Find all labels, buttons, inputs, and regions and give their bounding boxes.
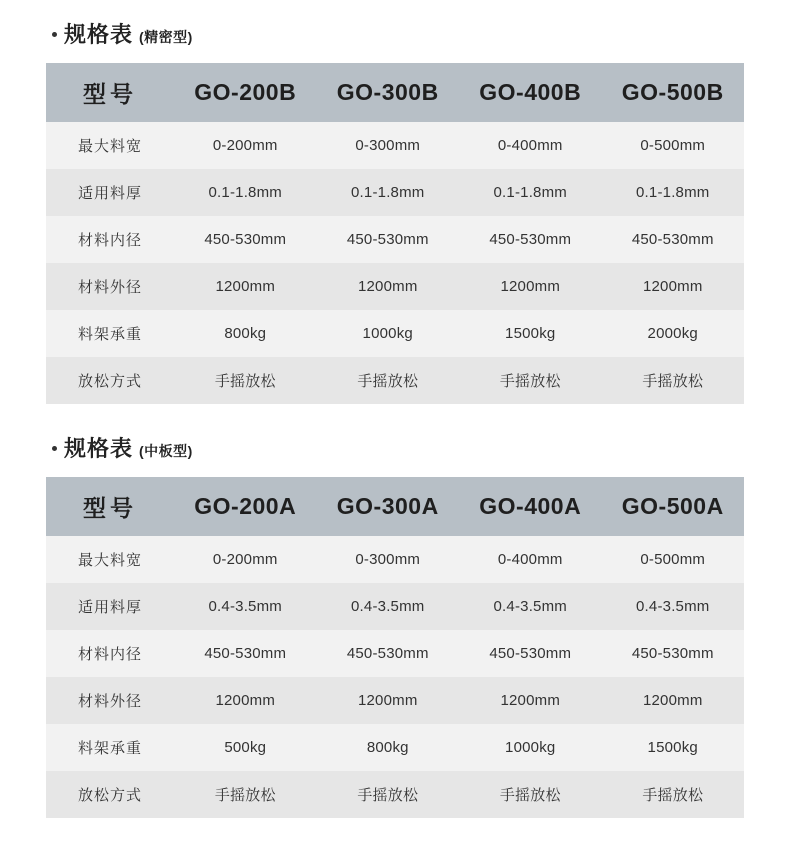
bullet-icon <box>52 32 57 37</box>
column-header-go400a: GO-400A <box>459 477 602 536</box>
table-row <box>46 677 744 724</box>
row-cell: 1000kg <box>459 724 602 771</box>
row-cell: 0.1-1.8mm <box>317 169 460 216</box>
row-cell: 1200mm <box>174 263 317 310</box>
table-body <box>46 536 744 818</box>
column-header-go300b: GO-300B <box>317 63 460 122</box>
row-label: 适用料厚 <box>46 583 174 630</box>
row-label: 最大料宽 <box>46 122 174 169</box>
table-body <box>46 122 744 404</box>
section-subtitle: (精密型) <box>139 29 193 45</box>
row-label: 材料内径 <box>46 630 174 677</box>
row-cell: 手摇放松 <box>174 771 317 818</box>
row-cell: 0-200mm <box>174 122 317 169</box>
row-cell: 450-530mm <box>317 216 460 263</box>
row-cell: 手摇放松 <box>317 771 460 818</box>
row-cell: 450-530mm <box>317 630 460 677</box>
row-cell: 0.4-3.5mm <box>602 583 745 630</box>
spec-section-precision <box>46 18 744 404</box>
row-label: 材料内径 <box>46 216 174 263</box>
row-cell: 0.1-1.8mm <box>602 169 745 216</box>
row-cell: 500kg <box>174 724 317 771</box>
row-cell: 手摇放松 <box>602 357 745 404</box>
row-cell: 2000kg <box>602 310 745 357</box>
bullet-icon <box>52 446 57 451</box>
row-cell: 450-530mm <box>459 216 602 263</box>
row-cell: 0-200mm <box>174 536 317 583</box>
table-row <box>46 583 744 630</box>
column-header-go500b: GO-500B <box>602 63 745 122</box>
column-header-go400b: GO-400B <box>459 63 602 122</box>
column-header-model: 型号 <box>46 63 174 122</box>
section-title: 规格表 <box>64 436 134 461</box>
row-label: 最大料宽 <box>46 536 174 583</box>
row-cell: 1200mm <box>602 677 745 724</box>
row-cell: 0-300mm <box>317 536 460 583</box>
row-label: 料架承重 <box>46 724 174 771</box>
section-subtitle: (中板型) <box>139 443 193 459</box>
row-cell: 1200mm <box>317 263 460 310</box>
row-label: 材料外径 <box>46 263 174 310</box>
table-row <box>46 122 744 169</box>
table-header-row <box>46 63 744 122</box>
row-cell: 0-400mm <box>459 122 602 169</box>
row-cell: 1000kg <box>317 310 460 357</box>
table-header-row <box>46 477 744 536</box>
row-cell: 0.1-1.8mm <box>174 169 317 216</box>
row-cell: 0.4-3.5mm <box>317 583 460 630</box>
row-cell: 手摇放松 <box>459 771 602 818</box>
row-cell: 手摇放松 <box>317 357 460 404</box>
table-row <box>46 536 744 583</box>
table-row <box>46 263 744 310</box>
row-cell: 1200mm <box>459 263 602 310</box>
row-cell: 450-530mm <box>602 630 745 677</box>
spec-table-medium-plate <box>46 477 744 818</box>
section-title: 规格表 <box>64 22 134 47</box>
spec-section-medium-plate <box>46 432 744 818</box>
row-cell: 800kg <box>174 310 317 357</box>
row-cell: 800kg <box>317 724 460 771</box>
row-cell: 0-500mm <box>602 536 745 583</box>
row-cell: 0.4-3.5mm <box>174 583 317 630</box>
row-cell: 1200mm <box>602 263 745 310</box>
row-cell: 1500kg <box>602 724 745 771</box>
row-cell: 0.1-1.8mm <box>459 169 602 216</box>
row-label: 适用料厚 <box>46 169 174 216</box>
row-cell: 450-530mm <box>174 630 317 677</box>
section-heading <box>52 432 744 463</box>
table-row <box>46 216 744 263</box>
row-cell: 1500kg <box>459 310 602 357</box>
table-header <box>46 63 744 122</box>
row-label: 材料外径 <box>46 677 174 724</box>
column-header-go200a: GO-200A <box>174 477 317 536</box>
table-header <box>46 477 744 536</box>
column-header-go300a: GO-300A <box>317 477 460 536</box>
column-header-go200b: GO-200B <box>174 63 317 122</box>
table-row <box>46 310 744 357</box>
row-cell: 0-500mm <box>602 122 745 169</box>
row-cell: 手摇放松 <box>174 357 317 404</box>
spec-table-precision <box>46 63 744 404</box>
row-cell: 0.4-3.5mm <box>459 583 602 630</box>
row-label: 料架承重 <box>46 310 174 357</box>
table-row <box>46 771 744 818</box>
table-row <box>46 357 744 404</box>
row-cell: 450-530mm <box>174 216 317 263</box>
row-cell: 1200mm <box>174 677 317 724</box>
row-cell: 0-400mm <box>459 536 602 583</box>
section-heading <box>52 18 744 49</box>
row-label: 放松方式 <box>46 771 174 818</box>
row-cell: 450-530mm <box>459 630 602 677</box>
column-header-model: 型号 <box>46 477 174 536</box>
row-cell: 手摇放松 <box>459 357 602 404</box>
table-row <box>46 630 744 677</box>
row-cell: 手摇放松 <box>602 771 745 818</box>
row-cell: 1200mm <box>317 677 460 724</box>
row-cell: 450-530mm <box>602 216 745 263</box>
row-label: 放松方式 <box>46 357 174 404</box>
table-row <box>46 724 744 771</box>
row-cell: 0-300mm <box>317 122 460 169</box>
row-cell: 1200mm <box>459 677 602 724</box>
column-header-go500a: GO-500A <box>602 477 745 536</box>
table-row <box>46 169 744 216</box>
